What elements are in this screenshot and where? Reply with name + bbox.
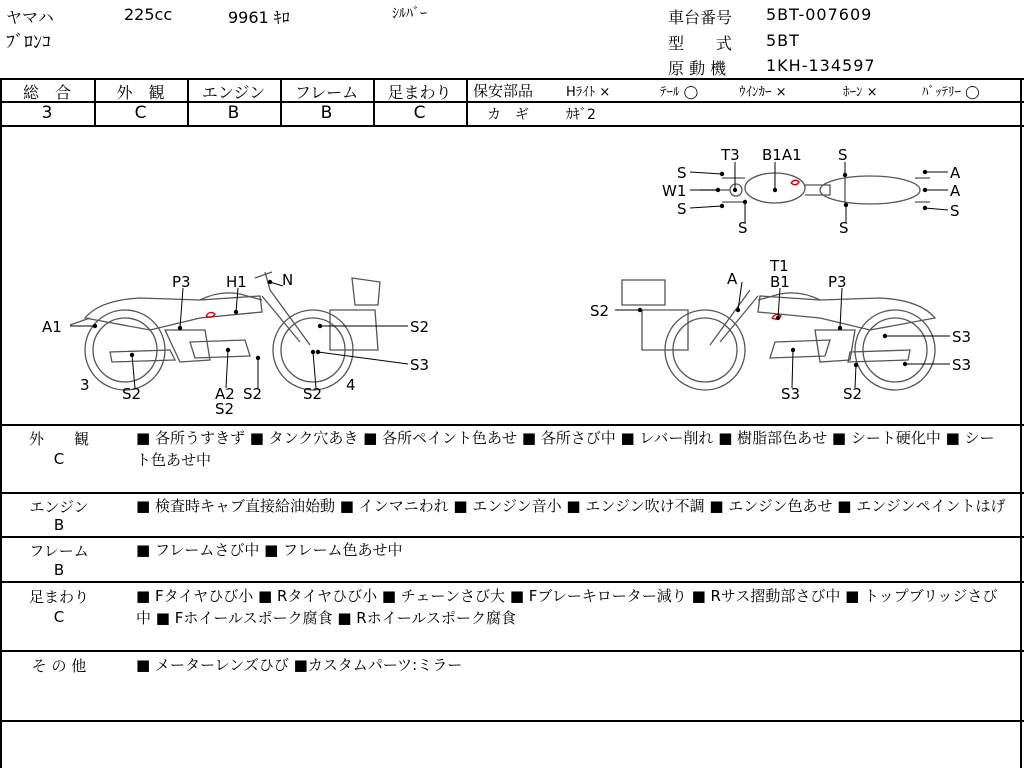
key-label: カ ギ <box>487 107 529 123</box>
engine-grade: B <box>227 103 240 123</box>
overall-grade: 3 <box>41 103 53 123</box>
overall-label: 総 合 <box>22 83 71 102</box>
diagram-label: S <box>677 200 687 218</box>
engine-remarks: ■ 検査時キャブ直接給油始動 ■ インマニわれ ■ エンジン音小 ■ エンジン吹け不調 ■ エンジン色あせ ■ エンジンペイントはげ <box>136 497 1006 515</box>
divider <box>0 536 1024 538</box>
diagram-label: S3 <box>952 328 972 346</box>
horn-status: ﾎｰﾝ × <box>843 85 878 100</box>
damage-mark <box>791 180 799 185</box>
engine-label: エンジン <box>201 83 266 102</box>
diagram-label: 4 <box>346 376 356 394</box>
diagram-label: N <box>282 271 294 289</box>
diagram-label: S <box>738 219 748 237</box>
winker-status: ｳｲﾝｶｰ × <box>739 85 787 100</box>
exterior-grade: C <box>134 103 147 123</box>
right-side-bike <box>622 280 935 390</box>
diagram-label: A2 <box>215 385 235 403</box>
frame-label: フレーム <box>294 83 359 102</box>
diagram-label: S2 <box>303 385 323 403</box>
frame-remarks: ■ フレームさび中 ■ フレーム色あせ中 <box>136 541 403 559</box>
divider <box>466 78 468 125</box>
battery-status: ﾊﾞｯﾃﾘｰ ◯ <box>922 85 980 100</box>
exterior-label: 外 観 <box>116 83 165 102</box>
suspension-remarks: ■ Fタイヤひび小 ■ Rタイヤひび小 ■ チェーンさび大 ■ Fブレーキローター減り ■ Rサス摺動部さび中 ■ トップブリッジさび中 ■ Fホイールスポーク腐食 ■ Rホイールスポーク腐食 <box>136 587 998 627</box>
suspension-label: 足まわり <box>387 83 452 102</box>
diagram-label: S2 <box>590 302 610 320</box>
maker-name: ヤマハ <box>6 8 54 27</box>
divider <box>0 424 1024 426</box>
damage-mark <box>206 312 215 317</box>
diagram-label: B1 <box>770 273 790 291</box>
diagram-label: S3 <box>410 356 430 374</box>
diagram-label: T3 <box>721 146 740 164</box>
model-name: ﾌﾞﾛﾝｺ <box>6 32 51 53</box>
diagram-label: P3 <box>172 273 191 291</box>
engine-number: 1KH-134597 <box>766 56 876 75</box>
diagram-label: T1 <box>770 257 789 275</box>
diagram-label: S <box>677 164 687 182</box>
engine-section-grade: B <box>53 516 65 534</box>
exterior-section-label: 外 観 <box>28 430 89 448</box>
engine-number-label: 原 動 機 <box>668 59 727 78</box>
frame-number: 5BT-007609 <box>766 5 873 24</box>
body-color: ｼﾙﾊﾞｰ <box>392 6 427 22</box>
damage-diagram <box>0 126 1024 424</box>
divider <box>0 581 1024 583</box>
diagram-label: S <box>838 146 848 164</box>
diagram-label: S2 <box>122 385 142 403</box>
diagram-label: S2 <box>243 385 263 403</box>
key-count: ｶｷﾞ2 <box>566 107 596 123</box>
displacement: 225cc <box>124 5 173 24</box>
diagram-label: S <box>950 202 960 220</box>
divider <box>0 492 1024 494</box>
frame-section-label: フレーム <box>29 542 89 560</box>
divider <box>0 720 1024 722</box>
diagram-label: 3 <box>80 376 90 394</box>
model-type-label: 型 式 <box>668 34 733 53</box>
diagram-label: H1 <box>226 273 247 291</box>
diagram-label: A <box>727 270 738 288</box>
divider <box>466 101 1024 103</box>
exterior-section-grade: C <box>53 450 65 468</box>
diagram-label: P3 <box>828 273 847 291</box>
suspension-section-label: 足まわり <box>28 588 89 606</box>
diagram-label: S2 <box>410 318 430 336</box>
suspension-section-grade: C <box>53 608 65 626</box>
suspension-grade: C <box>413 103 426 123</box>
mileage: 9961 ｷﾛ <box>228 8 290 27</box>
diagram-label: S3 <box>781 385 801 403</box>
exterior-remarks: ■ 各所うすきず ■ タンク穴あき ■ 各所ペイント色あせ ■ 各所さび中 ■ レバー削れ ■ 樹脂部色あせ ■ シート硬化中 ■ シート色あせ中 <box>136 429 995 469</box>
diagram-label: S3 <box>952 356 972 374</box>
taillight-status: ﾃｰﾙ ◯ <box>660 85 699 100</box>
other-section-label: そ の 他 <box>31 657 87 675</box>
safety-parts-label: 保安部品 <box>473 82 534 100</box>
engine-section-label: エンジン <box>29 498 89 516</box>
diagram-label: S <box>839 219 849 237</box>
headlight-status: Hﾗｲﾄ × <box>566 85 611 100</box>
frame-grade: B <box>320 103 333 123</box>
frame-section-grade: B <box>53 561 65 579</box>
model-type: 5BT <box>766 31 800 50</box>
left-side-bike <box>70 272 380 390</box>
frame-number-label: 車台番号 <box>668 8 733 27</box>
diagram-label: S2 <box>843 385 863 403</box>
diagram-label: S2 <box>215 400 235 418</box>
diagram-label: A <box>950 182 961 200</box>
diagram-label: A <box>950 164 961 182</box>
diagram-label: A1 <box>42 318 62 336</box>
diagram-label: W1 <box>662 182 687 200</box>
diagram-label: B1A1 <box>762 146 802 164</box>
divider <box>0 650 1024 652</box>
other-remarks: ■ メーターレンズひび ■カスタムパーツ:ミラー <box>136 656 463 674</box>
